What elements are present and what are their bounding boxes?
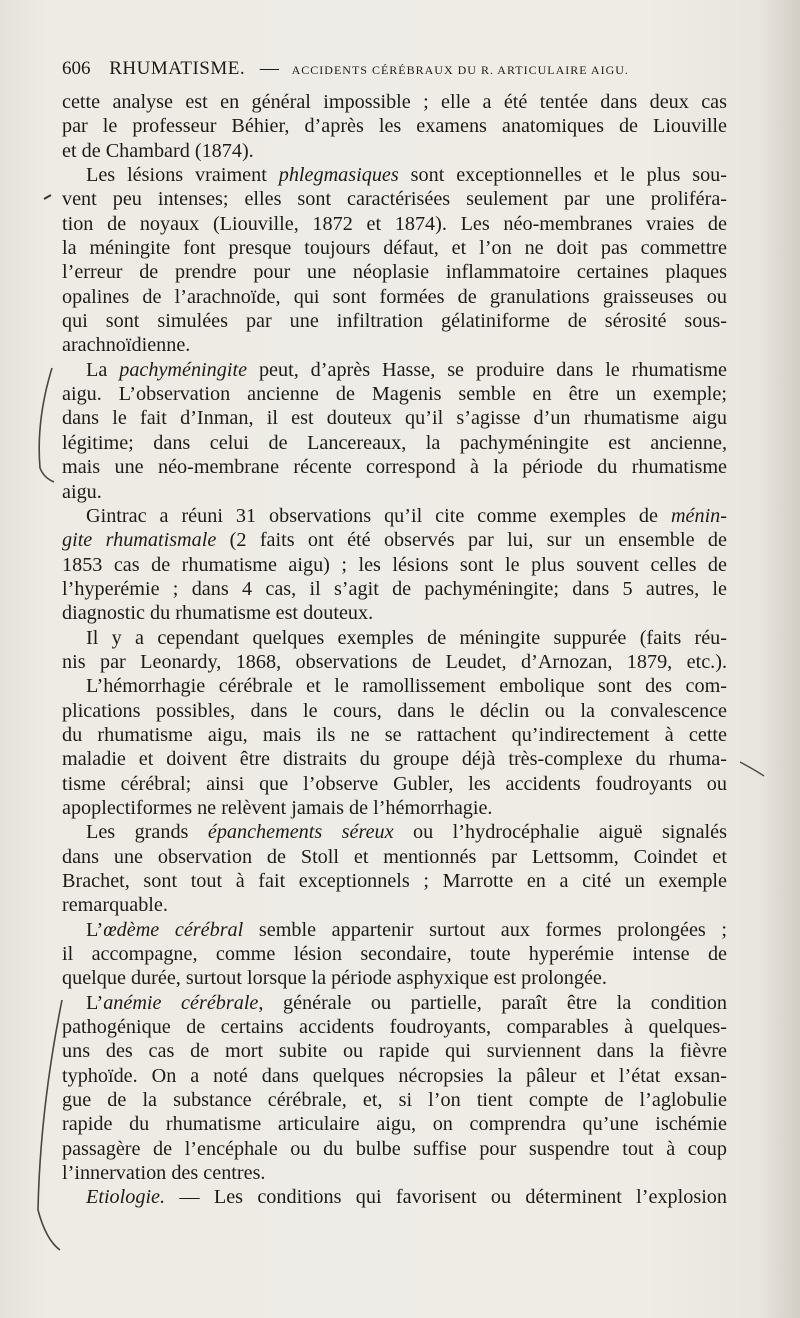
text-line: Il y a cependant quelques exemples de méningite suppurée (faits réu-	[86, 626, 727, 649]
text-line: apoplectiformes ne relèvent jamais de l’hémorrhagie.	[62, 796, 493, 819]
text-line: quelque durée, surtout lorsque la période asphyxique est prolongée.	[62, 967, 607, 990]
text-line: et de Chambard (1874).	[62, 139, 254, 162]
text-line: uns des cas de mort subite ou rapide qui surviennent dans la fièvre	[62, 1040, 727, 1063]
header-subtitle: ACCIDENTS CÉRÉBRAUX DU R. ARTICULAIRE AIGU.	[291, 63, 629, 77]
text-line: dans le fait d’Inman, il est douteux qu’il s’agisse d’un rhumatisme aigu	[62, 407, 727, 430]
text-line: La pachyméningite peut, d’après Hasse, se produire dans le rhumatisme	[86, 358, 727, 381]
header-dash: —	[259, 58, 279, 79]
text-line: 1853 cas de rhumatisme aigu) ; les lésions sont le plus souvent celles de	[62, 553, 727, 576]
text-line: opalines de l’arachnoïde, qui sont formées de granulations graisseuses ou	[62, 285, 727, 308]
text-line: pathogénique de certains accidents foudroyants, comparables à quelques-	[62, 1016, 727, 1039]
text-line: qui sont simulées par une infiltration gélatiniforme de sérosité sous-	[62, 310, 727, 333]
text-line: L’hémorrhagie cérébrale et le ramollissement embolique sont des com-	[86, 675, 727, 698]
text-line: tion de noyaux (Liouville, 1872 et 1874). Les néo-membranes vraies de	[62, 212, 727, 235]
text-line: rapide du rhumatisme articulaire aigu, on comprendra qu’une ischémie	[62, 1113, 727, 1136]
text-line: arachnoïdienne.	[62, 334, 191, 357]
text-line: L’œdème cérébral semble appartenir surtout aux formes prolongées ;	[86, 918, 727, 941]
text-line: l’hyperémie ; dans 4 cas, il s’agit de pachyméningite; dans 5 autres, le	[62, 577, 727, 600]
text-line: Les lésions vraiment phlegmasiques sont exceptionnelles et le plus sou-	[86, 164, 727, 187]
text-line: nis par Leonardy, 1868, observations de Leudet, d’Arnozan, 1879, etc.).	[62, 650, 727, 673]
text-line: Les grands épanchements séreux ou l’hydrocéphalie aiguë signalés	[86, 821, 727, 844]
text-line: passagère de l’encéphale ou du bulbe suffise pour suspendre tout à coup	[62, 1137, 727, 1160]
text-line: il accompagne, comme lésion secondaire, toute hyperémie intense de	[62, 943, 727, 966]
text-line: aigu.	[62, 480, 102, 503]
text-line: par le professeur Béhier, d’après les examens anatomiques de Liouville	[62, 115, 727, 138]
text-line: tisme cérébral; ainsi que l’observe Gubler, les accidents foudroyants ou	[62, 772, 727, 795]
text-line: cette analyse est en général impossible ; elle a été tentée dans deux cas	[62, 91, 727, 113]
text-line: du rhumatisme aigu, mais ils ne se rattachent qu’indirectement à cette	[62, 723, 727, 746]
text-line: l’innervation des centres.	[62, 1162, 266, 1185]
text-line: aigu. L’observation ancienne de Magenis semble en être un exemple;	[62, 383, 727, 406]
text-line: Brachet, sont tout à fait exceptionnels ; Marrotte en a cité un exemple	[62, 870, 727, 892]
text-line: L’anémie cérébrale, générale ou partielle, paraît être la condition	[86, 991, 727, 1014]
text-line: maladie et doivent être distraits du groupe déjà très-complexe du rhuma-	[62, 748, 727, 771]
text-line: diagnostic du rhumatisme est douteux.	[62, 602, 374, 625]
text-line: l’erreur de prendre pour une néoplasie inflammatoire certaines plaques	[62, 261, 727, 284]
text-line: Etiologie. — Les conditions qui favorisent ou déterminent l’explosion	[86, 1186, 727, 1209]
text-line: remarquable.	[62, 894, 168, 917]
text-line: gue de la substance cérébrale, et, si l’on tient compte de l’aglobulie	[62, 1089, 727, 1112]
text-line: légitime; dans celui de Lancereaux, la pachyméningite est ancienne,	[62, 431, 727, 454]
text-line: mais une néo-membrane récente correspond à la période du rhumatisme	[62, 456, 727, 479]
text-line: Gintrac a réuni 31 observations qu’il cite comme exemples de ménin-	[86, 504, 727, 527]
text-line: dans une observation de Stoll et mentionnés par Lettsomm, Coindet et	[62, 845, 727, 868]
text-line: gite rhumatismale (2 faits ont été observés par lui, sur un ensemble de	[62, 529, 727, 552]
page-number: 606	[62, 58, 91, 79]
text-line: vent peu intenses; elles sont caractérisées seulement par une proliféra-	[62, 188, 727, 211]
pencil-bracket-left-2	[38, 1000, 62, 1250]
body-text	[62, 90, 727, 1210]
text-line: plications possibles, dans le cours, dans le déclin ou la convalescence	[62, 699, 727, 722]
running-header	[62, 58, 722, 84]
page-gutter-shadow	[760, 0, 800, 1318]
text-line: la méningite font presque toujours défaut, et l’on ne doit pas commettre	[62, 237, 727, 260]
pencil-tick-mark	[44, 195, 51, 199]
text-line: typhoïde. On a noté dans quelques nécropsies la pâleur et l’état exsan-	[62, 1064, 727, 1087]
pencil-bracket-left-1	[39, 368, 54, 482]
section-title: RHUMATISME.	[109, 58, 246, 79]
